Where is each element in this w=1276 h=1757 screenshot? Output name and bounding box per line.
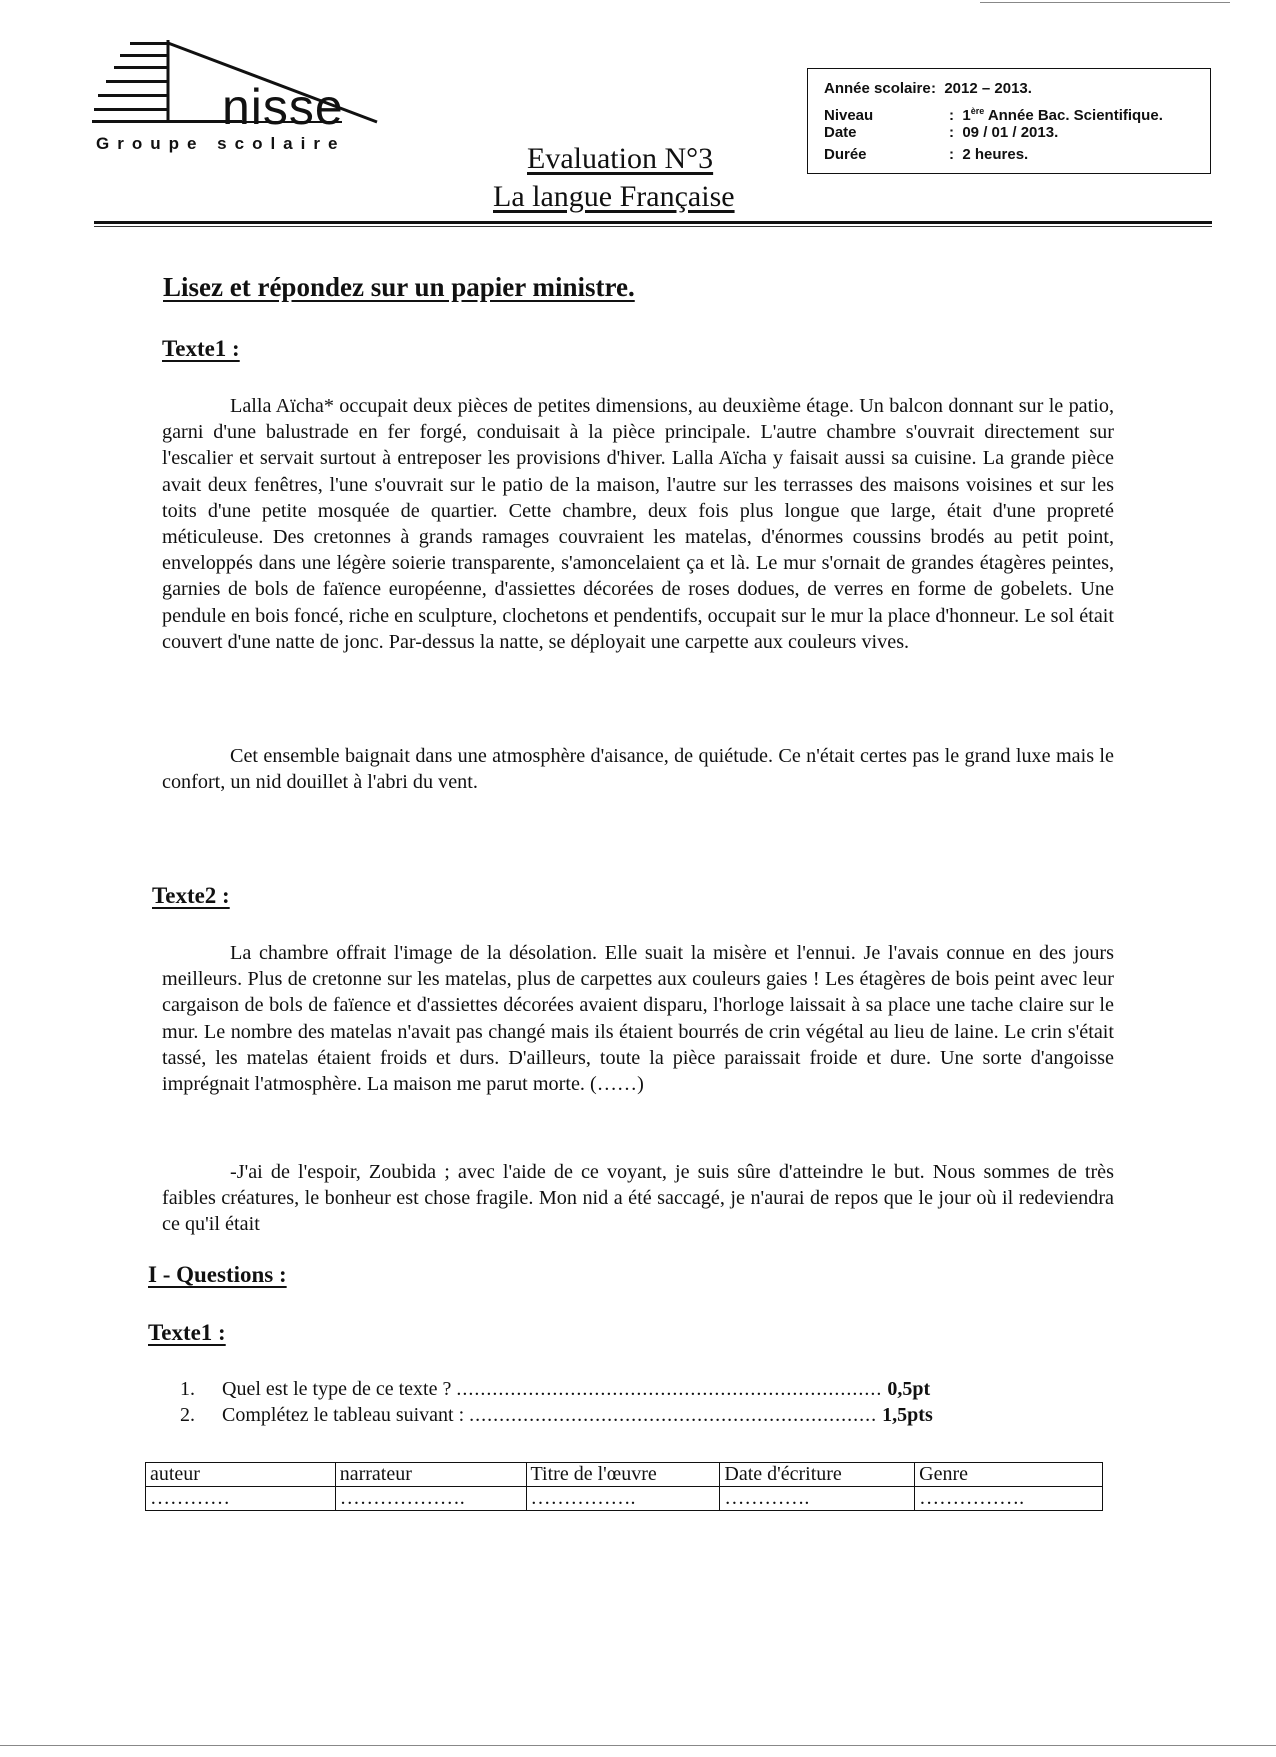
table-header-cell: narrateur — [335, 1463, 526, 1487]
question-1: 1. Quel est le type de ce texte ? ....................................................................... 0,5pt — [180, 1378, 931, 1400]
table-header-cell: Titre de l'œuvre — [526, 1463, 720, 1487]
table-header-cell: Date d'écriture — [720, 1463, 915, 1487]
texte2-paragraph-2: -J'ai de l'espoir, Zoubida ; avec l'aide de ce voyant, je suis sûre d'atteindre le but. Nous sommes de très faibles créatures, le bonheur est chose fragile. Mon nid a été saccagé, je n'aurai de repos que le jour où il redeviendra ce qu'il était — [162, 1161, 1114, 1236]
answer-table — [145, 1462, 1103, 1511]
info-row-level: Niveau : 1ère Année Bac. Scientifique. — [824, 106, 1163, 124]
info-row-year: Année scolaire: 2012 – 2013. — [824, 80, 1032, 97]
texte1-paragraph-2: Cet ensemble baignait dans une atmosphère d'aisance, de quiétude. Ce n'était certes pas le grand luxe mais le confort, un nid douillet à l'abri du vent. — [162, 745, 1114, 794]
texte2-heading: Texte2 : — [152, 883, 230, 908]
instruction: Lisez et répondez sur un papier ministre. — [163, 272, 635, 302]
texte2-paragraph-1: La chambre offrait l'image de la désolation. Elle suait la misère et l'ennui. Je l'avais connue en des jours meilleurs. Plus de cretonne sur les matelas, plus de carpettes aux couleurs gaies ! Les étagères de bois peint avec leur cargaison de bols de faïence et d'assiettes décorées avaient disparu, l'horloge laissait à sa place une tache claire sur le mur. Le nombre des matelas n'avait pas changé mais ils étaient bourrés de crin végétal au lieu de laine. Le crin s'était tassé, les matelas étaient froids et durs. D'ailleurs, toute la pièce paraissait froide et dure. Une sorte d'angoisse imprégnait l'atmosphère. La maison me parut morte. (……) — [162, 942, 1114, 1096]
exam-info-box — [807, 68, 1211, 174]
scan-edge-bottom — [0, 1745, 1276, 1746]
table-cell: …………. — [720, 1487, 915, 1511]
page-title: Evaluation N°3 — [527, 142, 714, 175]
info-row-duration: Durée : 2 heures. — [824, 146, 1029, 163]
logo-subtitle: Groupe scolaire — [96, 134, 346, 153]
texte1-paragraph-1: Lalla Aïcha* occupait deux pièces de petites dimensions, au deuxième étage. Un balcon donnant sur le patio, garni d'une balustrade en fer forgé, conduisait à la pièce principale. L'autre chambre s'ouvrait directement sur l'escalier et servait surtout à entreposer les provisions d'hiver. Lalla Aïcha y faisait aussi sa cuisine. La grande pièce avait deux fenêtres, l'une s'ouvrait sur le patio de la maison, l'autre sur les terrasses des maisons voisines et sur les toits d'une petite mosquée de quartier. Cette chambre, deux fois plus longue que large, était d'une propreté méticuleuse. Des cretonnes à grands ramages couvraient les matelas, d'énormes coussins brodés au petit point, enveloppés dans une légère soierie transparente, s'amoncelaient ça et là. Le mur s'ornait de grandes étagères peintes, garnies de bols de faïence européenne, d'assiettes décorées de roses dodues, de verres en forme de gobelets. Une pendule en bois foncé, riche en sculpture, clochetons et pendentifs, occupait sur le mur la place d'honneur. Le sol était couvert d'une natte de jonc. Par-dessus la natte, se déployait une carpette aux couleurs vives. — [162, 395, 1114, 653]
questions-subheading: Texte1 : — [148, 1320, 226, 1345]
table-cell: ………… — [146, 1487, 336, 1511]
logo-word: nisse — [222, 79, 344, 135]
table-header-row — [146, 1463, 1103, 1487]
table-header-cell: auteur — [146, 1463, 336, 1487]
school-logo — [92, 40, 392, 160]
question-2: 2. Complétez le tableau suivant : .................................................................... 1,5pts — [180, 1404, 933, 1426]
table-row — [146, 1487, 1103, 1511]
table-cell: ……………. — [526, 1487, 720, 1511]
table-cell: ………………. — [335, 1487, 526, 1511]
questions-heading: I - Questions : — [148, 1262, 287, 1287]
scan-edge-top — [980, 2, 1230, 3]
texte1-heading: Texte1 : — [162, 336, 240, 361]
table-cell: ……………. — [915, 1487, 1103, 1511]
table-header-cell: Genre — [915, 1463, 1103, 1487]
info-row-date: Date : 09 / 01 / 2013. — [824, 124, 1059, 141]
header-divider-thin — [94, 226, 1212, 227]
header-divider — [94, 221, 1212, 224]
subject-title: La langue Française — [493, 180, 735, 213]
